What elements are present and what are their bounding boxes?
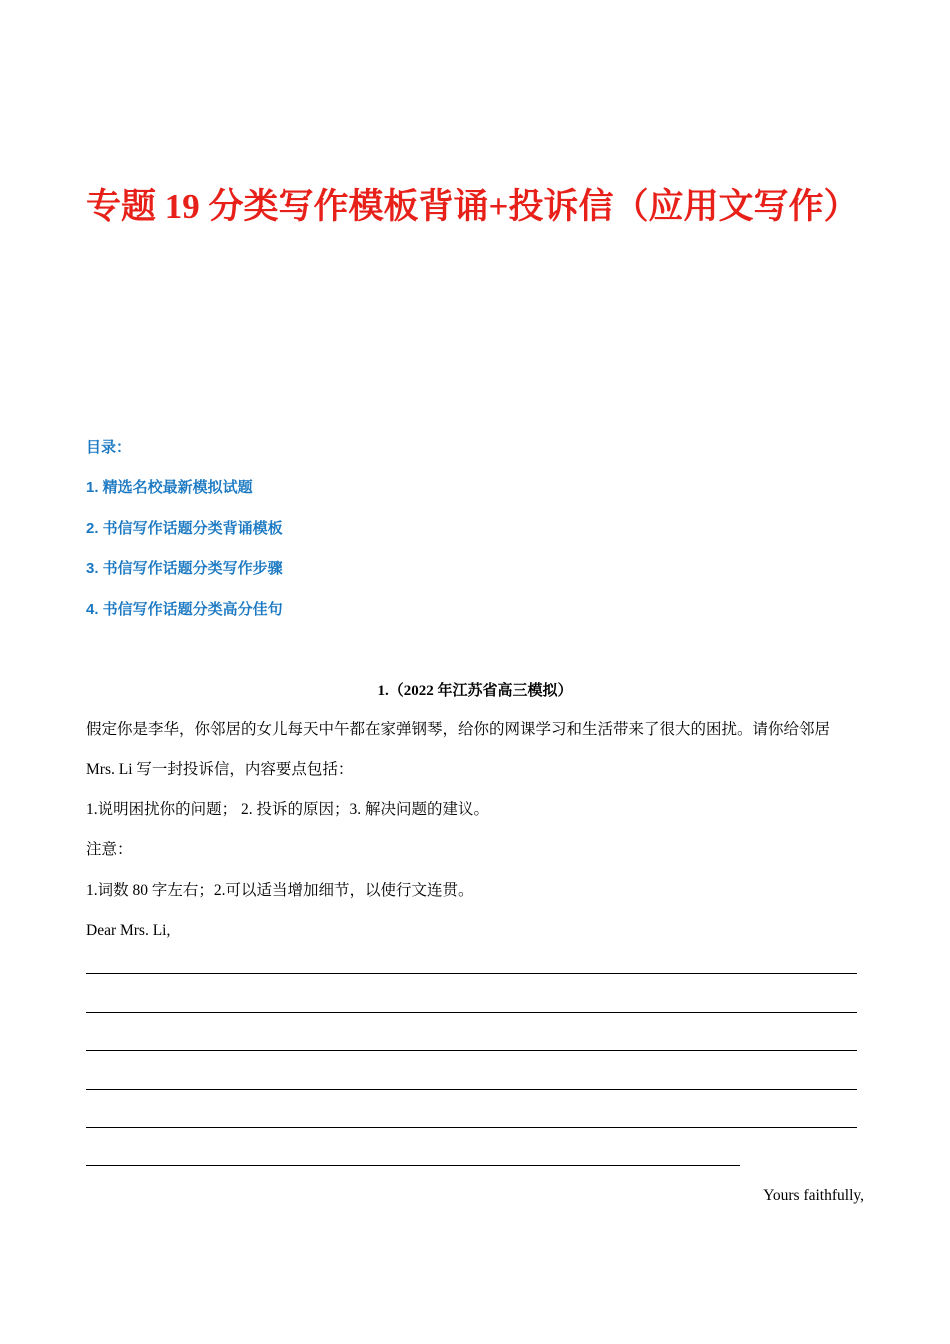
toc-item: 1. 精选名校最新模拟试题 (86, 479, 253, 496)
toc-heading: 目录： (86, 439, 132, 456)
writing-line (86, 973, 857, 974)
writing-line (86, 1050, 857, 1051)
toc-item: 4. 书信写作话题分类高分佳句 (86, 601, 283, 618)
writing-line (86, 1165, 740, 1166)
question-points: 1.说明困扰你的问题； 2. 投诉的原因；3. 解决问题的建议。 (86, 801, 490, 818)
toc-item: 3. 书信写作话题分类写作步骤 (86, 560, 283, 577)
question-title: 1.（2022 年江苏省高三模拟） (377, 683, 573, 699)
toc-item: 2. 书信写作话题分类背诵模板 (86, 520, 283, 537)
note-body: 1.词数 80 字左右；2.可以适当增加细节，以使行文连贯。 (86, 882, 474, 899)
letter-salutation: Dear Mrs. Li, (86, 922, 171, 939)
note-heading: 注意： (86, 841, 133, 858)
document-title: 专题 19 分类写作模板背诵+投诉信（应用文写作） (86, 187, 859, 226)
writing-line (86, 1012, 857, 1013)
letter-closing: Yours faithfully, (763, 1187, 864, 1204)
writing-line (86, 1127, 857, 1128)
question-prompt: 假定你是李华，你邻居的女儿每天中午都在家弹钢琴，给你的网课学习和生活带来了很大的困扰。请你给邻居 Mrs. Li 写一封投诉信，内容要点包括： (86, 721, 831, 778)
writing-line (86, 1089, 857, 1090)
